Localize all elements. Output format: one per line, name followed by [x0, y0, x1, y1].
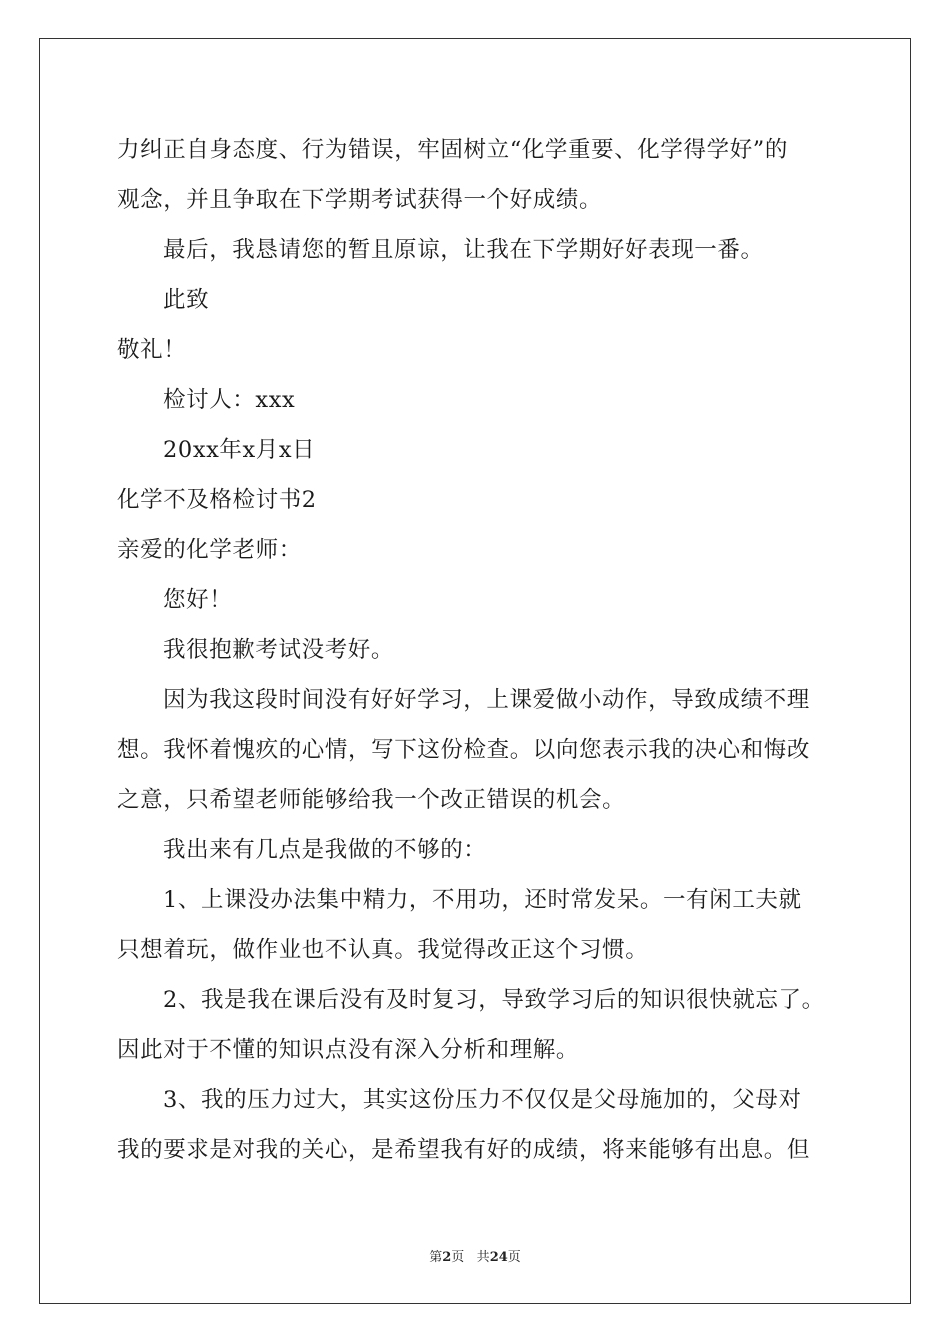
list-item-1-line-2: 只想着玩，做作业也不认真。我觉得改正这个习惯。 [117, 937, 649, 963]
page-unit: 页 [451, 1250, 465, 1265]
text-line-2: 观念，并且争取在下学期考试获得一个好成绩。 [117, 187, 603, 213]
letter-greeting: 亲爱的化学老师： [117, 537, 302, 563]
total-prefix: 共 [476, 1250, 490, 1265]
letter-hello: 您好！ [163, 587, 233, 613]
list-item-2-line-2: 因此对于不懂的知识点没有深入分析和理解。 [117, 1037, 580, 1063]
page-number: 2 [442, 1250, 452, 1265]
page-footer [0, 1246, 950, 1265]
list-item-3-line-1: 3、我的压力过大，其实这份压力不仅仅是父母施加的，父母对 [163, 1087, 802, 1113]
text-line-3: 最后，我恳请您的暂且原谅，让我在下学期好好表现一番。 [163, 237, 764, 263]
text-line-13: 想。我怀着愧疚的心情，写下这份检查。以向您表示我的决心和悔改 [117, 737, 811, 763]
closing-respect: 敬礼！ [117, 337, 187, 363]
page-total: 24 [489, 1250, 508, 1265]
text-line-12: 因为我这段时间没有好好学习，上课爱做小动作，导致成绩不理 [163, 687, 810, 713]
text-line-15: 我出来有几点是我做的不够的： [163, 837, 487, 863]
text-line-1: 力纠正自身态度、行为错误，牢固树立“化学重要、化学得学好”的 [117, 137, 789, 163]
signature-author: 检讨人：xxx [163, 387, 296, 413]
list-item-2-line-1: 2、我是我在课后没有及时复习，导致学习后的知识很快就忘了。 [163, 987, 825, 1013]
list-item-1-line-1: 1、上课没办法集中精力，不用功，还时常发呆。一有闲工夫就 [163, 887, 802, 913]
signature-date: 20xx年x月x日 [163, 437, 316, 463]
document-body [117, 125, 837, 1175]
list-item-3-line-2: 我的要求是对我的关心，是希望我有好的成绩，将来能够有出息。但 [117, 1137, 811, 1163]
closing-salutation: 此致 [163, 287, 210, 313]
section-title: 化学不及格检讨书2 [117, 487, 317, 513]
total-unit: 页 [507, 1250, 521, 1265]
page-prefix: 第 [429, 1250, 443, 1265]
text-line-14: 之意，只希望老师能够给我一个改正错误的机会。 [117, 787, 626, 813]
text-line-11: 我很抱歉考试没考好。 [163, 637, 395, 663]
